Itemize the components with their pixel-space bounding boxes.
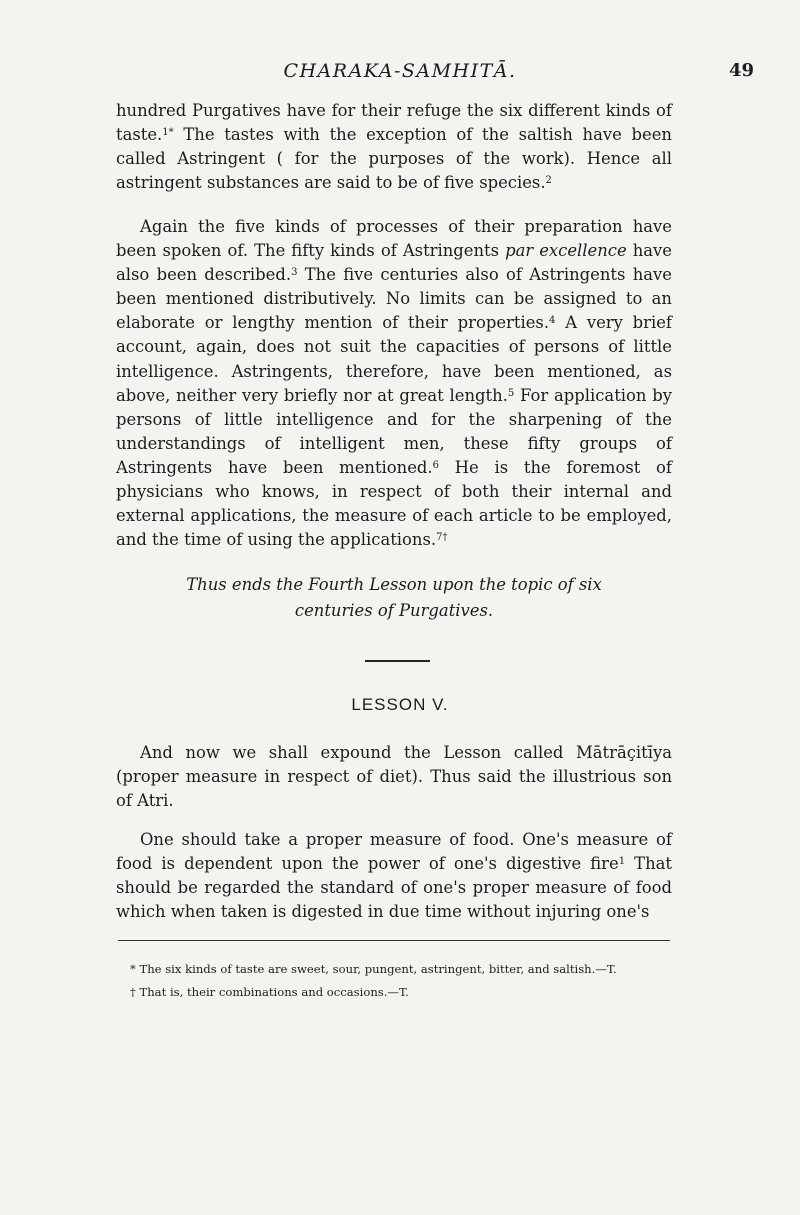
- running-title: CHARAKA-SAMHITĀ.: [283, 60, 517, 82]
- paragraph-1-text-a: hundred Purgatives have for their refuge the six different kinds of taste.: [116, 101, 672, 145]
- page-number: 49: [728, 60, 754, 81]
- footnote-1: * The six kinds of taste are sweet, sour, pungent, astringent, bitter, and saltish.—T.: [130, 962, 617, 976]
- paragraph-2: [116, 215, 672, 552]
- footnote-ref-4: 4: [549, 315, 556, 327]
- footnote-mark-asterisk: *: [168, 127, 174, 139]
- measure-paragraph: [116, 828, 672, 924]
- footnote-ref-6: 6: [432, 459, 439, 471]
- paragraph-2-text-1: Again the five kinds of processes of their preparation have been spoken of. The fifty kinds of Astringents: [116, 217, 672, 261]
- paragraph-2-text-6: He is the foremost of physicians who knows, in respect of both their internal and external applications, the measure of each article to be employed, and the time of using the applications.: [116, 457, 672, 550]
- footnote-ref-2: 2: [545, 175, 552, 187]
- paragraph-2-text-5: For application by persons of little intelligence and for the sharpening of the understandings of intelligent men, these fifty groups of Astringents have been mentioned.: [116, 385, 672, 477]
- footnote-divider: [118, 940, 670, 941]
- paragraph-2-text-2: have also been described.: [116, 241, 673, 285]
- footnote-ref-lesson-1: 1: [618, 856, 626, 868]
- footnote-2: † That is, their combinations and occasions.—T.: [130, 985, 409, 999]
- footnote-mark-dagger: †: [442, 532, 448, 544]
- closing-line-2: centuries of Purgatives.: [294, 601, 494, 620]
- lesson-paragraph-2-text-b: That should be regarded the standard of one's proper measure of food which when taken is digested in due time without injuring one's: [116, 854, 672, 922]
- footnote-ref-7: 7: [436, 532, 443, 544]
- lesson-intro-paragraph: [116, 741, 672, 813]
- lesson-paragraph-2: [116, 828, 672, 924]
- closing-line-1: Thus ends the Fourth Lesson upon the topic of six: [186, 575, 602, 594]
- page-header: [0, 60, 800, 86]
- lesson-paragraph-1: And now we shall expound the Lesson called Mātrāçitīya (proper measure in respect of diet). Thus said the illustrious son of Atri.: [116, 743, 672, 811]
- footnote-ref-3: 3: [291, 267, 298, 279]
- lesson-closing: [116, 572, 672, 624]
- astringents-paragraph: [116, 215, 672, 552]
- paragraph-1-text-b: The tastes with the exception of the saltish have been called Astringent ( for the purposes of the work). Hence all astringent substances are said to be of five species.: [116, 125, 672, 193]
- lesson-heading: LESSON V.: [351, 695, 449, 714]
- continuation-paragraph: [116, 99, 672, 195]
- lesson-paragraph-2-text-a: One should take a proper measure of food. One's measure of food is dependent upon the power of one's digestive fire: [116, 830, 672, 874]
- footnote-ref-1: 1: [162, 127, 169, 139]
- paragraph-2-text-4: A very brief account, again, does not suit the capacities of persons of little intelligence. Astringents, therefore, have been mentioned, as above, neither very briefly nor at great length.: [116, 313, 672, 405]
- footnote-ref-5: 5: [507, 387, 515, 399]
- footnotes: [130, 958, 690, 1004]
- paragraph-2-text-3: The five centuries also of Astringents have been mentioned distributively. No limits can be assigned to an elaborate or lengthy mention of their properties.: [116, 265, 672, 333]
- paragraph-1: [116, 99, 672, 195]
- paragraph-2-emphasis: par excellence: [505, 241, 627, 261]
- section-divider: [365, 660, 430, 662]
